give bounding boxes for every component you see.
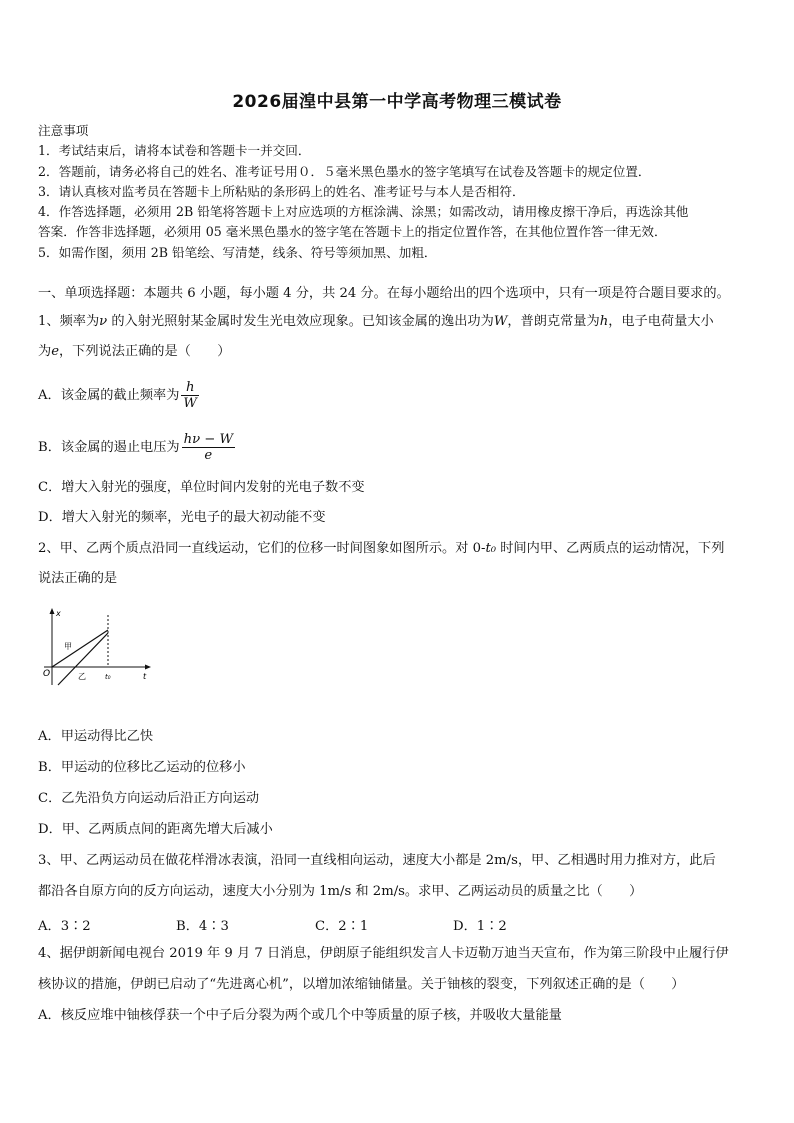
q3-option-b: B．4∶3: [176, 919, 229, 934]
section-heading: 一、单项选择题：本题共 6 小题，每小题 4 分，共 24 分。在每小题给出的四个选项中，只有一项是符合题目要求的。: [38, 286, 730, 301]
graph-label-yi: 乙: [78, 672, 86, 681]
notice-item-4: 4．作答选择题，必须用 2B 铅笔将答题卡上对应选项的方框涂满、涂黑；如需改动，请用橡皮擦干净后，再选涂其他: [38, 204, 689, 219]
q1-option-c: C．增大入射光的强度，单位时间内发射的光电子数不变: [38, 480, 365, 495]
graph-label-t0: t₀: [105, 673, 111, 681]
q2-option-a: A．甲运动得比乙快: [38, 729, 154, 744]
q1-option-b-fraction: $\frac{h\nu - W}{e}$: [183, 432, 234, 463]
q2-option-b: B．甲运动的位移比乙运动的位移小: [38, 760, 246, 775]
q1-option-d: D．增大入射光的频率，光电子的最大初动能不变: [38, 510, 326, 525]
q3-option-a: A．3∶2: [38, 919, 91, 934]
q2-option-c: C．乙先沿负方向运动后沿正方向运动: [38, 791, 260, 806]
q2-stem-line1: 2、甲、乙两个质点沿同一直线运动，它们的位移一时间图象如图所示。对 0-t₀ 时间内甲、乙两质点的运动情况，下列: [38, 541, 725, 556]
q4-stem-line1: 4、据伊朗新闻电视台 2019 年 9 月 7 日消息，伊朗原子能组织发言人卡迈勒万迪当天宣布，作为第三阶段中止履行伊: [38, 946, 729, 961]
graph-x-arrow: [145, 665, 151, 670]
q4-stem-line2: 核协议的措施，伊朗已启动了“先进离心机”，以增加浓缩铀储量。关于铀核的裂变，下列叙述正确的是（ ）: [38, 977, 685, 992]
q1-stem-line1: 1、频率为ν 的入射光照射某金属时发生光电效应现象。已知该金属的逸出功为W，普朗克常量为h，电子电荷量大小: [38, 314, 714, 329]
q3-option-c: C．2∶1: [315, 919, 369, 934]
graph-origin-label: O: [43, 669, 51, 679]
q3-stem-line2: 都沿各自原方向的反方向运动，速度大小分别为 1m/s 和 2m/s。求甲、乙两运动员的质量之比（ ）: [38, 884, 643, 899]
graph-label-jia: 甲: [64, 642, 72, 651]
q4-option-a: A．核反应堆中铀核俘获一个中子后分裂为两个或几个中等质量的原子核，并吸收大量能量: [38, 1008, 562, 1023]
q1-option-a-fraction: $\frac{h}{W}$: [183, 380, 197, 411]
notice-item-4-cont: 答案．作答非选择题，必须用 05 毫米黑色墨水的签字笔在答题卡上的指定位置作答，在其他位置作答一律无效．: [38, 224, 667, 239]
q1-stem-line2: 为e，下列说法正确的是（ ）: [38, 344, 231, 359]
q2-stem-line2: 说法正确的是: [38, 571, 118, 586]
notice-heading: 注意事项: [38, 123, 89, 138]
q3-option-d: D．1∶2: [453, 919, 507, 934]
notice-item-1: 1．考试结束后，请将本试卷和答题卡一并交回．: [38, 143, 311, 158]
q2-displacement-time-graph: [40, 605, 155, 690]
notice-item-2: 2．答题前，请务必将自己的姓名、准考证号用０．５毫米黑色墨水的签字笔填写在试卷及答题卡的规定位置．: [38, 164, 651, 179]
notice-item-3: 3．请认真核对监考员在答题卡上所粘贴的条形码上的姓名、准考证号与本人是否相符．: [38, 184, 525, 199]
q1-option-b: B．该金属的遏止电压为 $\frac{h\nu - W}{e}$: [38, 432, 234, 463]
q1-option-a: A．该金属的截止频率为 $\frac{h}{W}$: [38, 380, 197, 411]
graph-x-label: t: [143, 672, 147, 681]
exam-title: 2026届湟中县第一中学高考物理三模试卷: [232, 92, 562, 112]
q3-stem-line1: 3、甲、乙两运动员在做花样滑冰表演，沿同一直线相向运动，速度大小都是 2m/s，甲、乙相遇时用力推对方，此后: [38, 853, 716, 868]
notice-item-5: 5．如需作图，须用 2B 铅笔绘、写清楚，线条、符号等须加黑、加粗．: [38, 245, 437, 260]
graph-y-arrow: [50, 608, 55, 614]
graph-y-label: x: [56, 609, 61, 618]
q2-option-d: D．甲、乙两质点间的距离先增大后减小: [38, 822, 273, 837]
